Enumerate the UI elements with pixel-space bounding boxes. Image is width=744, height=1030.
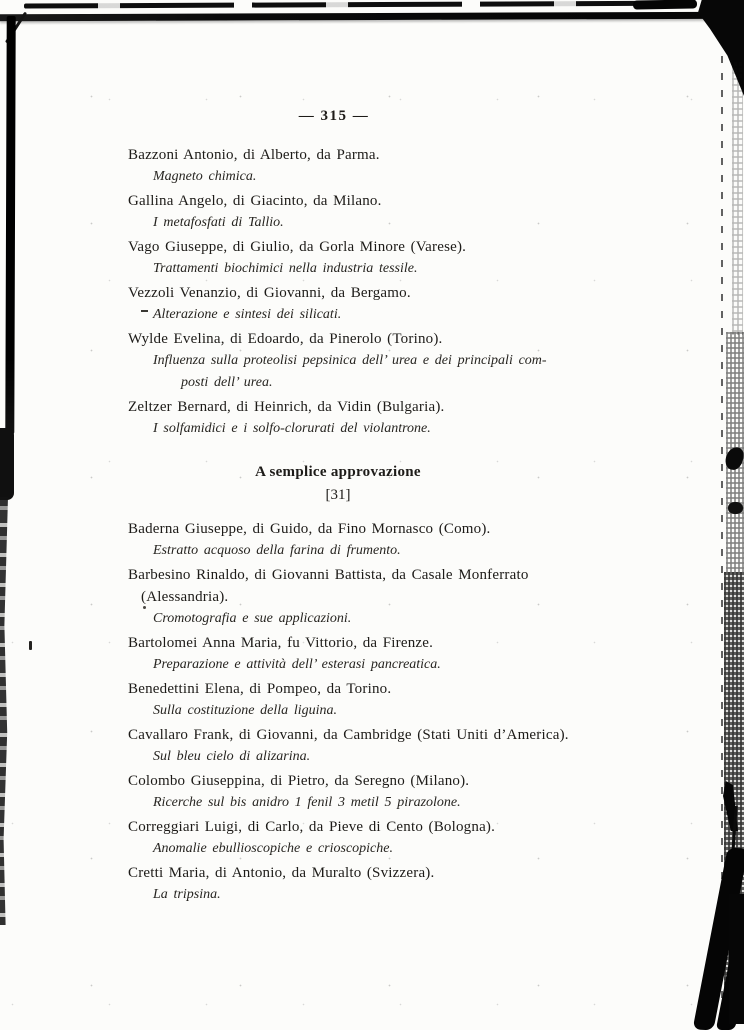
scan-artifact-right-hook-tail [731,806,737,854]
entry [128,236,564,280]
scan-artifact-right-speckle-lower [724,572,744,1024]
entry-name: Wylde Evelina, di Edoardo, da Pinerolo (Torino). [128,331,443,347]
entry [128,144,564,188]
text-column [128,108,569,908]
entry-title: Anomalie ebullioscopiche e crioscopiche. [153,841,393,856]
entry-title: Sulla costituzione della liguina. [153,703,338,718]
entry-title: Ricerche sul bis anidro 1 fenil 3 metil 5 pirazolone. [153,795,461,810]
entry-title: I metafosfati di Tallio. [153,215,284,230]
scan-artifact-top-solid-line [0,12,744,22]
scan-artifact-bottom-right-streak-1 [693,848,744,1030]
scan-artifact-right-hook [723,781,738,831]
entry-title: posti dell’ urea. [181,375,273,390]
entry [128,632,564,676]
entry-title: Preparazione e attività dell’ esterasi pancreatica. [153,657,441,672]
entry [128,862,564,906]
entry-title: La tripsina. [153,887,221,902]
entry-title: Magneto chimica. [153,169,257,184]
scan-speck-i-mark [29,641,32,650]
entry-name: Zeltzer Bernard, di Heinrich, da Vidin (Bulgaria). [128,399,445,415]
entry [128,564,564,630]
page-number: — 315 — [298,108,370,124]
scan-artifact-top-left-diagonal [5,12,27,44]
scan-artifact-bottom-right-corner [729,894,744,1024]
entry-name: (Alessandria). [141,589,229,605]
entry-name: Colombo Giuseppina, di Pietro, da Seregno (Milano). [128,773,470,789]
entry [128,282,564,326]
entry-name: Correggiari Luigi, di Carlo, da Pieve di Cento (Bologna). [128,819,496,835]
entry-name: Vezzoli Venanzio, di Giovanni, da Bergamo. [128,285,411,301]
entry-name: Gallina Angelo, di Giacinto, da Milano. [128,193,382,209]
section-heading: A semplice approvazione [255,464,421,480]
entry-name: Barbesino Rinaldo, di Giovanni Battista, da Casale Monferrato [128,567,529,583]
scan-artifact-bottom-right-streak-2 [716,915,744,1030]
scan-artifact-right-speckle-upper [732,60,743,335]
entry [128,396,564,440]
scan-artifact-top-right-corner [698,0,744,96]
entry-title: Cromotografia e sue applicazioni. [153,611,352,626]
entry-title: I solfamidici e i solfo-clorurati del violantrone. [153,421,431,436]
entry-name: Cavallaro Frank, di Giovanni, da Cambridge (Stati Uniti d’America). [128,727,569,743]
entry-name: Bazzoni Antonio, di Alberto, da Parma. [128,147,380,163]
entry [128,190,564,234]
scan-artifact-top-blob [633,0,697,10]
entry [128,518,564,562]
entry-title: Trattamenti biochimici nella industria tessile. [153,261,418,276]
scan-artifact-left-binding-band [5,16,15,434]
entry-title: Influenza sulla proteolisi pepsinica dell’ urea e dei principali com- [153,353,547,368]
entry-name: Vago Giuseppe, di Giulio, da Gorla Minore (Varese). [128,239,467,255]
scan-artifact-top-broken-line [24,0,742,8]
entry [128,770,564,814]
scan-artifact-left-lower-band [0,497,8,925]
scan-artifact-right-blob-2 [728,502,743,514]
entry [128,724,569,768]
entry-title: Estratto acquoso della farina di frumento. [153,543,401,558]
scan-artifact-right-blob-1 [723,445,744,471]
entries-host [128,144,569,906]
entry-name: Benedettini Elena, di Pompeo, da Torino. [128,681,392,697]
scan-artifact-left-knot [0,428,14,500]
section-count: [31] [325,487,351,503]
entry-title: Alterazione e sintesi dei silicati. [153,307,342,322]
scan-artifact-right-dashed-line [721,56,723,1006]
scan-artifact-right-speckle-mid [726,332,744,572]
entry-name: Cretti Maria, di Antonio, da Muralto (Svizzera). [128,865,435,881]
entry [128,816,564,860]
entry [128,678,564,722]
entry-name: Bartolomei Anna Maria, fu Vittorio, da Firenze. [128,635,434,651]
entry [128,328,564,394]
entry-name: Baderna Giuseppe, di Guido, da Fino Mornasco (Como). [128,521,491,537]
entry-title: Sul bleu cielo di alizarina. [153,749,311,764]
